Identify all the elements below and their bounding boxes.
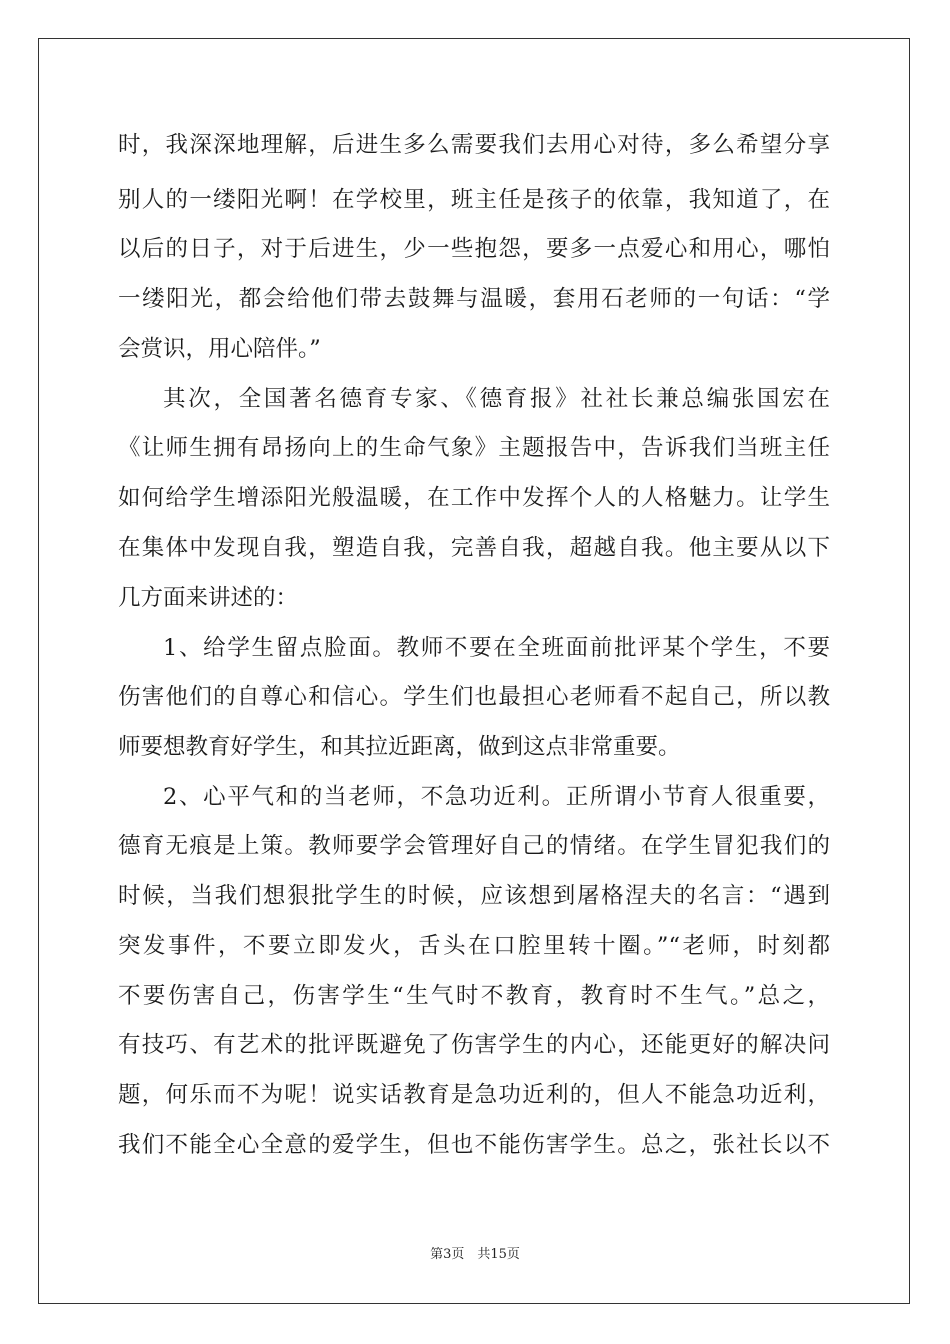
paragraph-first-line: 1、给学生留点脸面。教师不要在全班面前批评某个学生，不要 <box>163 635 830 661</box>
text-line: 时候，当我们想狠批学生的时候，应该想到屠格涅夫的名言：“遇到 <box>118 883 830 909</box>
text-line: 时，我深深地理解，后进生多么需要我们去用心对待，多么希望分享 <box>118 132 830 158</box>
text-line: 在集体中发现自我，塑造自我，完善自我，超越自我。他主要从以下 <box>118 535 830 561</box>
page-border <box>38 38 910 1304</box>
text-line: 突发事件，不要立即发火，舌头在口腔里转十圈。”“老师，时刻都 <box>118 933 830 959</box>
page-number: 第3页 共15页 <box>430 1247 520 1262</box>
text-line: 以后的日子，对于后进生，少一些抱怨，要多一点爱心和用心，哪怕 <box>118 236 830 262</box>
text-line: 不要伤害自己，伤害学生“生气时不教育，教育时不生气。”总之， <box>118 983 830 1009</box>
text-line: 别人的一缕阳光啊！在学校里，班主任是孩子的依靠，我知道了，在 <box>118 187 830 213</box>
text-line: 一缕阳光，都会给他们带去鼓舞与温暖，套用石老师的一句话：“学 <box>118 286 830 312</box>
text-line: 有技巧、有艺术的批评既避免了伤害学生的内心，还能更好的解决问 <box>118 1032 830 1058</box>
text-line: 伤害他们的自尊心和信心。学生们也最担心老师看不起自己，所以教 <box>118 684 830 710</box>
text-line: 会赏识，用心陪伴。” <box>118 336 321 362</box>
text-line: 我们不能全心全意的爱学生，但也不能伤害学生。总之，张社长以不 <box>118 1132 830 1158</box>
text-line: 德育无痕是上策。教师要学会管理好自己的情绪。在学生冒犯我们的 <box>118 833 830 859</box>
text-line: 几方面来讲述的： <box>118 585 299 611</box>
paragraph-first-line: 2、心平气和的当老师，不急功近利。正所谓小节育人很重要， <box>163 784 830 810</box>
text-line: 师要想教育好学生，和其拉近距离，做到这点非常重要。 <box>118 734 681 760</box>
text-line: 如何给学生增添阳光般温暖，在工作中发挥个人的人格魅力。让学生 <box>118 485 830 511</box>
text-line: 《让师生拥有昂扬向上的生命气象》主题报告中，告诉我们当班主任 <box>118 435 830 461</box>
paragraph-first-line: 其次，全国著名德育专家、《德育报》社社长兼总编张国宏在 <box>163 386 830 412</box>
text-line: 题，何乐而不为呢！说实话教育是急功近利的，但人不能急功近利， <box>118 1082 830 1108</box>
